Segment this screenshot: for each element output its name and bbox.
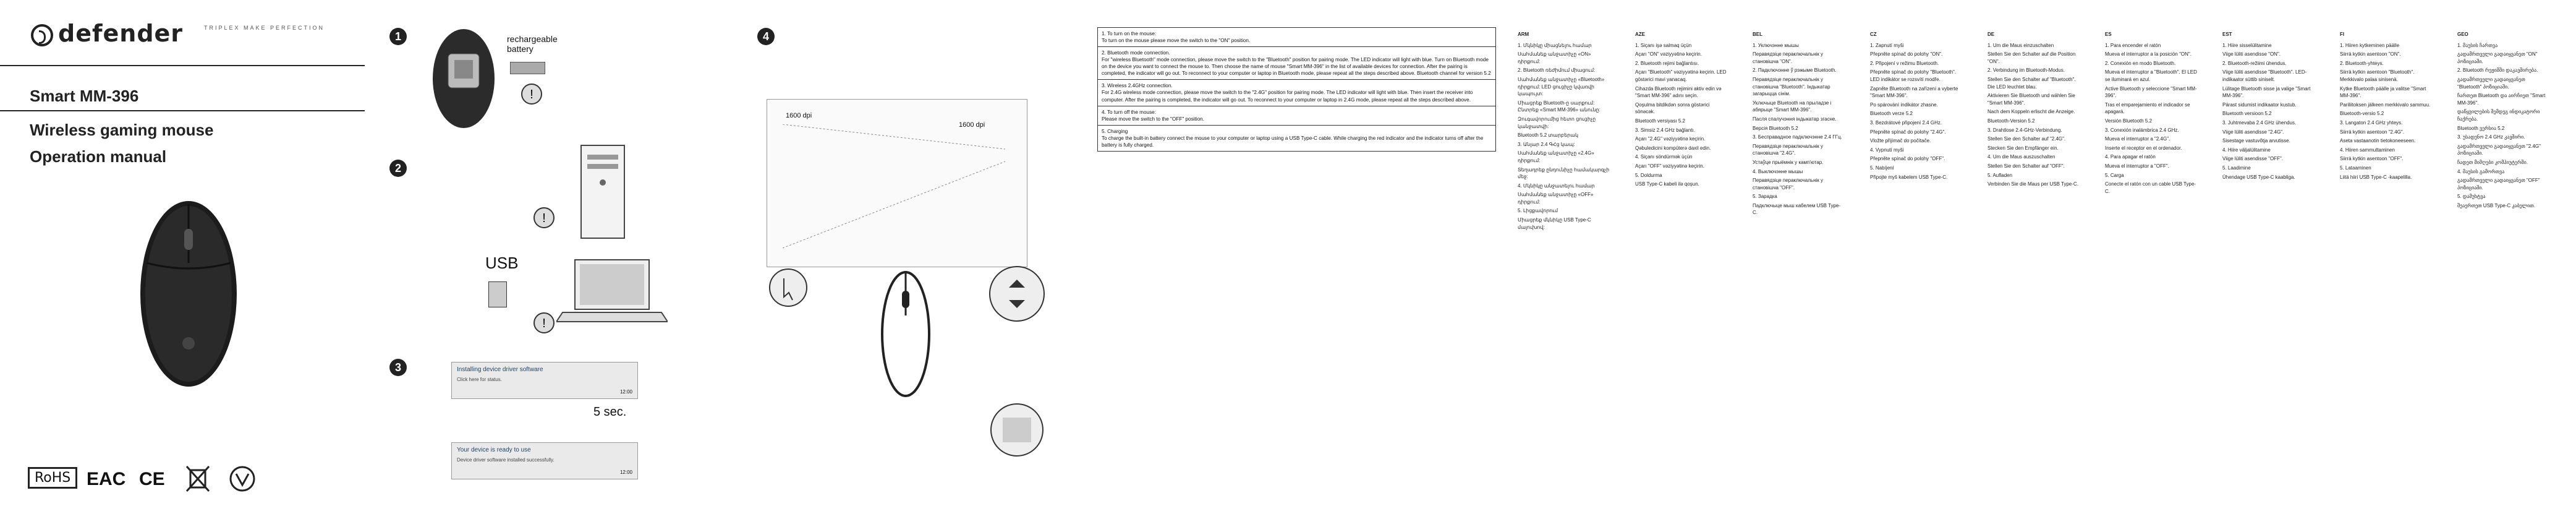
language-line: 4. Hiiren sammuttaminen	[2340, 147, 2395, 153]
usb-receiver-icon	[488, 281, 507, 307]
language-line: Stellen Sie den Schalter auf "Bluetooth". Die LED leuchtet blau.	[1987, 76, 2076, 90]
language-code: DE	[1987, 32, 1995, 37]
instruction-section	[1098, 106, 1495, 126]
language-line: Bluetooth versiyası 5.2	[1635, 118, 1685, 124]
language-code: FI	[2340, 32, 2345, 37]
language-line: Bluetooth verze 5.2	[1870, 111, 1913, 117]
language-line: Aseta vastaanotin tietokoneeseen.	[2340, 138, 2416, 144]
language-line: ჩართეთ Bluetooth და აირჩიეთ "Smart MM-396".	[2457, 93, 2546, 106]
language-line: Bluetooth-Version 5.2	[1987, 118, 2035, 124]
language-line: 3. უსადენო 2.4 GHz კავშირი.	[2457, 134, 2525, 140]
language-line: 1. Մկնիկը միացնելու համար	[1518, 42, 1592, 48]
language-code: ARM	[1518, 32, 1529, 37]
language-column	[1870, 31, 1963, 182]
language-line: გადამრთველი გადაიყვანეთ "ON" პოზიციაში.	[2457, 51, 2538, 64]
language-line: 1. Para encender el ratón	[2105, 42, 2161, 48]
language-column	[1753, 31, 1845, 218]
language-column	[2105, 31, 2198, 197]
notification-subtitle: Click here for status.	[457, 377, 502, 382]
mouse-illustration	[127, 195, 250, 393]
language-line: 1. Уключэнне мышы	[1753, 42, 1799, 48]
language-line: 1. Siçanı işə salmaq üçün	[1635, 42, 1692, 48]
product-subtitle: Wireless gaming mouse	[30, 121, 214, 139]
battery-icon	[510, 62, 545, 74]
instruction-title: 2. Bluetooth mode connection.	[1102, 50, 1170, 56]
language-line: გადამრთველი გადაიყვანეთ "Bluetooth" პოზიციაში.	[2457, 76, 2525, 90]
language-line: Açarı "2.4G" vəziyyətinə keçirin.	[1635, 136, 1706, 142]
language-line: Միացրեք մկնիկը USB Type-C մալուխով:	[1518, 217, 1591, 230]
language-line: 5. Aufladen	[1987, 172, 2013, 178]
device-ready-notification	[451, 442, 638, 479]
alert-icon	[532, 204, 556, 235]
language-code: AZE	[1635, 32, 1645, 37]
language-line: Tras el emparejamiento el indicador se apagará.	[2105, 101, 2190, 115]
language-line: Перавядзіце пераключальнік у становішча "Bluetooth". Індыкатар загарыцца сінім.	[1753, 76, 1830, 97]
instruction-section	[1098, 47, 1495, 80]
divider	[0, 65, 365, 66]
language-line: 3. Drahtlose 2.4-GHz-Verbindung.	[1987, 127, 2062, 133]
language-line: Kytke Bluetooth päälle ja valitse "Smart MM-396".	[2340, 85, 2426, 99]
dpi-label: 1600 dpi	[959, 121, 985, 129]
instruction-body: To turn on the mouse please move the switch to the "ON" position.	[1102, 38, 1251, 44]
language-line: Qoşulma bitdikdən sonra göstərici sönəcək.	[1635, 101, 1710, 115]
language-line: 5. Լիցքավորում	[1518, 208, 1558, 214]
language-line: 5. Doldurma	[1635, 172, 1662, 178]
model-name: Smart MM-396	[30, 87, 139, 105]
scroll-buttons-icon	[989, 260, 1045, 328]
alert-icon	[519, 80, 544, 111]
language-line: 2. Bluetooth rejimi bağlantısı.	[1635, 60, 1699, 66]
notification-title: Installing device driver software	[457, 366, 543, 373]
language-line: 1. მაუსის ჩართვა	[2457, 42, 2498, 48]
language-line: 3. Бесправадное падключэнне 2.4 ГГц.	[1753, 134, 1842, 140]
driver-install-notification	[451, 362, 638, 399]
language-line: Inserte el receptor en el ordenador.	[2105, 145, 2182, 151]
language-line: 4. Um die Maus auszuschalten	[1987, 154, 2055, 160]
instruction-title: 3. Wireless 2.4GHz connection.	[1102, 83, 1173, 89]
language-line: გადამრთველი გადაიყვანეთ "2.4G" პოზიციაში.	[2457, 143, 2541, 157]
instruction-body: To charge the built-in battery connect the mouse to your computer or laptop using a USB Type-C cable. While charging the red indicator and the indicator turns off after the battery is fully charged.	[1102, 135, 1484, 148]
mouse-top-illustration	[878, 266, 933, 402]
language-line: ჩადეთ მიმღები კომპიუტერში.	[2457, 159, 2528, 165]
notification-title: Your device is ready to use	[457, 447, 531, 453]
language-code: ES	[2105, 32, 2112, 37]
language-line: Bluetooth-versio 5.2	[2340, 111, 2384, 117]
settings-zoom-icon	[989, 402, 1045, 458]
language-line: Přepněte spínač do polohy "2.4G".	[1870, 129, 1946, 135]
language-line: Перавядзіце пераключальнік у становішча "OFF".	[1753, 178, 1823, 191]
language-line: Viige lüliti asendisse "Bluetooth". LED-indikaator süttib siniselt.	[2222, 69, 2307, 82]
language-line: Sisestage vastuvõtja arvutisse.	[2222, 138, 2290, 144]
language-line: Версія Bluetooth 5.2	[1753, 125, 1798, 131]
usb-label: USB	[485, 254, 519, 272]
language-line: Siirrä kytkin asentoon "OFF".	[2340, 156, 2404, 162]
clock: 12:00	[619, 470, 632, 475]
language-line: 4. Մկնիկը անջատելու համար	[1518, 182, 1595, 189]
language-line: Սահմանեք անջատիչը «Bluetooth» դիրքում: LED ցուցիչը կվառվի կապույտ:	[1518, 76, 1605, 97]
language-line: Aktivieren Sie Bluetooth und wählen Sie "Smart MM-396".	[1987, 93, 2075, 106]
dpi-arrow-diagram	[783, 124, 1018, 260]
language-line: Po spárování indikátor zhasne.	[1870, 101, 1938, 108]
alert-icon	[532, 309, 556, 340]
language-line: 4. Выключэнне мышы	[1753, 168, 1803, 174]
language-line: Přepněte spínač do polohy "Bluetooth". LED indikátor se rozsvítí modře.	[1870, 69, 1957, 82]
language-line: შეაერთეთ USB Type-C კაბელით.	[2457, 202, 2535, 208]
rohs-mark: RoHS	[28, 467, 77, 489]
language-line: Mueva el interruptor a "OFF".	[2105, 163, 2169, 169]
language-line: Перавядзіце пераключальнік у становішча "ON".	[1753, 51, 1823, 64]
language-code: EST	[2222, 32, 2232, 37]
language-line: Սահմանեք անջատիչը «OFF» դիրքում:	[1518, 192, 1594, 205]
instruction-title: 5. Charging	[1102, 128, 1128, 134]
language-line: 5. Зарадка	[1753, 194, 1777, 200]
language-line: Verbinden Sie die Maus per USB Type-C.	[1987, 181, 2079, 187]
language-column	[1518, 31, 1610, 233]
instruction-body: Please move the switch to the "OFF" position.	[1102, 116, 1204, 122]
language-line: გადამრთველი გადაიყვანეთ "OFF" პოზიციაში.	[2457, 178, 2540, 191]
language-line: Přepněte spínač do polohy "OFF".	[1870, 156, 1945, 162]
language-line: 5. დამუხტვა	[2457, 194, 2486, 200]
instruction-section	[1098, 80, 1495, 106]
cover-panel	[0, 0, 365, 519]
wait-label: 5 sec.	[593, 405, 627, 419]
svg-text:!: !	[530, 88, 533, 101]
language-line: 3. Անլար 2.4 ԳՀց կապ:	[1518, 141, 1575, 147]
language-line: Přepněte spínač do polohy "ON".	[1870, 51, 1943, 58]
language-line: 5. Carga	[2105, 172, 2124, 178]
language-line: 1. Um die Maus einzuschalten	[1987, 42, 2054, 48]
language-line: Ühendage USB Type-C kaabliga.	[2222, 174, 2295, 180]
language-line: 5. Laadimine	[2222, 165, 2251, 171]
battery-label: rechargeable battery	[507, 34, 558, 54]
instruction-title: 4. To turn off the mouse:	[1102, 109, 1156, 115]
language-line: 4. Vypnutí myši	[1870, 147, 1904, 153]
divider	[0, 110, 365, 111]
language-line: Siirrä kytkin asentoon "2.4G".	[2340, 129, 2404, 135]
language-line: Zapněte Bluetooth na zařízení a vyberte "Smart MM-396".	[1870, 85, 1958, 99]
language-line: Qəbuledicini kompüterə daxil edin.	[1635, 145, 1711, 151]
language-line: Lülitage Bluetooth sisse ja valige "Smart MM-396".	[2222, 85, 2311, 99]
language-line: Падключыце мыш кабелем USB Type-C.	[1753, 202, 1841, 216]
language-line: 2. Bluetooth ռեժիմում միացում:	[1518, 67, 1596, 74]
ce-mark: CE	[139, 469, 165, 489]
language-line: Զուգավորումից հետո ցուցիչը կանջատվի:	[1518, 116, 1596, 129]
language-line: 4. Siçanı söndürmək üçün	[1635, 154, 1693, 160]
language-line: Cihazda Bluetooth rejimini aktiv edin və "Smart MM-396" adını seçin.	[1635, 85, 1722, 99]
brand-name: defender	[58, 20, 184, 47]
language-line: Միացրեք Bluetooth-ը սարքում: Ընտրեք «Smart MM-396» անունը:	[1518, 100, 1600, 113]
language-line: 5. Nabíjení	[1870, 165, 1894, 171]
language-code: GEO	[2457, 32, 2468, 37]
brand-logo	[31, 20, 183, 47]
language-line: Pärast sidumist indikaator kustub.	[2222, 101, 2297, 108]
language-line: USB Type-C kabeli ilə qoşun.	[1635, 181, 1699, 187]
language-line: 1. Hiire sisselülitamine	[2222, 42, 2272, 48]
language-line: 2. Bluetooth-režiimi ühendus.	[2222, 60, 2287, 66]
mouse-underside-illustration	[427, 26, 501, 131]
click-zoom-icon	[767, 266, 810, 309]
svg-text:!: !	[542, 317, 546, 330]
language-line: Açarı "OFF" vəziyyətinə keçirin.	[1635, 163, 1704, 169]
language-line: Bluetooth versioon 5.2	[2222, 111, 2272, 117]
language-code: CZ	[1870, 32, 1877, 37]
instruction-section	[1098, 126, 1495, 151]
language-column	[2457, 31, 2550, 211]
language-line: Versión Bluetooth 5.2	[2105, 118, 2153, 124]
language-line: Active Bluetooth y seleccione "Smart MM-396".	[2105, 85, 2197, 99]
language-column	[2222, 31, 2315, 182]
language-column	[2340, 31, 2433, 182]
language-line: Vložte přijímač do počítače.	[1870, 138, 1931, 144]
language-line: Stellen Sie den Schalter auf "2.4G".	[1987, 136, 2066, 142]
language-line: 1. Hiiren kytkeminen päälle	[2340, 42, 2400, 48]
language-code: BEL	[1753, 32, 1762, 37]
language-line: Bluetooth 5.2 տարբերակ	[1518, 132, 1579, 139]
language-line: Siirrä kytkin asentoon "Bluetooth". Merkkivalo palaa sinisenä.	[2340, 69, 2415, 82]
language-line: Mueva el interruptor a la posición "ON".	[2105, 51, 2191, 58]
instruction-title: 1. To turn on the mouse:	[1102, 31, 1157, 36]
clock: 12:00	[619, 389, 632, 395]
language-line: 3. Conexión inalámbrica 2.4 GHz.	[2105, 127, 2179, 133]
language-line: 3. Juhtmevaba 2.4 GHz ühendus.	[2222, 119, 2297, 126]
dpi-label: 1600 dpi	[786, 112, 812, 119]
language-line: 5. Lataaminen	[2340, 165, 2371, 171]
language-line: Stellen Sie den Schalter auf "OFF".	[1987, 163, 2065, 169]
language-line: Stellen Sie den Schalter auf die Position "ON".	[1987, 51, 2076, 64]
instruction-body: For 2.4G wireless mode connection, please move the switch to the "2.4G" position for pairing mode. The LED indicator will light with blue. Then insert the receiver into computer. After the pairing is completed, the indicator will go out. To reconnect to your computer or laptop in 2.4G mode, please repeat all the steps described above.	[1102, 90, 1473, 103]
language-line: Перавядзіце пераключальнік у становішча "2.4G".	[1753, 143, 1823, 157]
svg-text:!: !	[542, 212, 546, 225]
language-line: 2. Verbindung im Bluetooth-Modus.	[1987, 67, 2065, 74]
brand-mark-icon	[31, 24, 53, 46]
language-line: Pariliitoksen jälkeen merkkivalo sammuu.	[2340, 101, 2431, 108]
language-line: Conecte el ratón con un cable USB Type-C.	[2105, 181, 2196, 194]
language-line: დაწყვილების შემდეგ ინდიკატორი ჩაქრება.	[2457, 109, 2540, 122]
dpi-window-illustration	[767, 99, 1027, 267]
language-line: Açarı "Bluetooth" vəziyyətinə keçirin. LED göstərici mavi yanacaq.	[1635, 69, 1727, 82]
step-number: 3	[389, 359, 407, 376]
language-column	[1635, 31, 1728, 190]
instruction-section	[1098, 28, 1495, 47]
language-line: Пасля спалучэння індыкатар згасне.	[1753, 116, 1837, 122]
instruction-body: For "wireless Bluetooth" mode connection, please move the switch to the "Bluetooth" position for pairing mode. The LED indicator will light with blue. Turn on Bluetooth mode on the device you want to connect the mouse to. Then choose the name of mouse "Smart MM-396" in the list of available devices for connection. After the pairing is completed, the indicator will go out. To reconnect to your computer or laptop in Bluetooth mode, please repeat all the steps described above. Bluetooth channel for version 5.2	[1102, 57, 1491, 77]
step-number: 2	[389, 160, 407, 177]
language-column	[1987, 31, 2080, 190]
language-line: Liitä hiiri USB Type-C -kaapelilla.	[2340, 174, 2412, 180]
language-line: 2. Bluetooth რეჟიმში დაკავშირება.	[2457, 67, 2538, 74]
language-line: 3. Langaton 2.4 GHz yhteys.	[2340, 119, 2403, 126]
language-line: Սահմանեք անջատիչը «ON» դիրքում:	[1518, 51, 1591, 64]
language-line: 2. Conexión en modo Bluetooth.	[2105, 60, 2176, 66]
language-line: Mueva el interruptor a "Bluetooth". El LED se iluminará en azul.	[2105, 69, 2197, 82]
language-line: 3. Bezdrátové připojení 2.4 GHz.	[1870, 119, 1942, 126]
language-line: Siirrä kytkin asentoon "ON".	[2340, 51, 2401, 58]
language-line: 2. Bluetooth-yhteys.	[2340, 60, 2384, 66]
language-line: 4. Hiire väljalülitamine	[2222, 147, 2271, 153]
language-line: 1. Zapnutí myši	[1870, 42, 1904, 48]
language-line: Viige lüliti asendisse "ON".	[2222, 51, 2281, 58]
eac-mark: EAC	[87, 469, 126, 489]
manual-title: Operation manual	[30, 147, 167, 166]
step-number: 1	[389, 28, 407, 45]
language-line: Stecken Sie den Empfänger ein.	[1987, 145, 2059, 151]
language-line: 3. Simsiz 2.4 GHz bağlantı.	[1635, 127, 1695, 133]
language-line: Bluetooth ვერსია 5.2	[2457, 125, 2505, 131]
language-line: Nach dem Koppeln erlischt die Anzeige.	[1987, 109, 2075, 115]
language-line: Սահմանեք անջատիչը «2.4G» դիրքում:	[1518, 150, 1594, 163]
brand-tagline: TRIPLEX MAKE PERFECTION	[204, 25, 325, 31]
language-line: 2. Připojení v režimu Bluetooth.	[1870, 60, 1939, 66]
language-line: 2. Падключэнне ў рэжыме Bluetooth.	[1753, 67, 1837, 74]
notification-subtitle: Device driver software installed successfully.	[457, 457, 555, 463]
weee-bin-icon	[185, 465, 210, 492]
language-line: 4. Para apagar el ratón	[2105, 154, 2156, 160]
language-line: Viige lüliti asendisse "2.4G".	[2222, 129, 2284, 135]
language-line: 4. მაუსის გამორთვა	[2457, 168, 2505, 174]
language-line: Viige lüliti asendisse "OFF".	[2222, 156, 2284, 162]
instructions-box	[1097, 27, 1496, 152]
language-line: Připojte myš kabelem USB Type-C.	[1870, 174, 1948, 180]
language-line: Տեղադրեք ընդունիչը համակարգչի մեջ:	[1518, 166, 1610, 180]
ukrca-mark-icon	[229, 465, 256, 492]
language-line: Mueva el interruptor a "2.4G".	[2105, 136, 2170, 142]
step-number: 4	[757, 28, 775, 45]
language-line: Уключыце Bluetooth на прыладзе і абярыце "Smart MM-396".	[1753, 100, 1832, 113]
desktop-pc-icon	[569, 139, 637, 244]
laptop-icon	[556, 257, 668, 331]
language-line: Açarı "ON" vəziyyətinə keçirin.	[1635, 51, 1702, 58]
language-line: Устаўце прыёмнік у камп'ютар.	[1753, 159, 1824, 165]
